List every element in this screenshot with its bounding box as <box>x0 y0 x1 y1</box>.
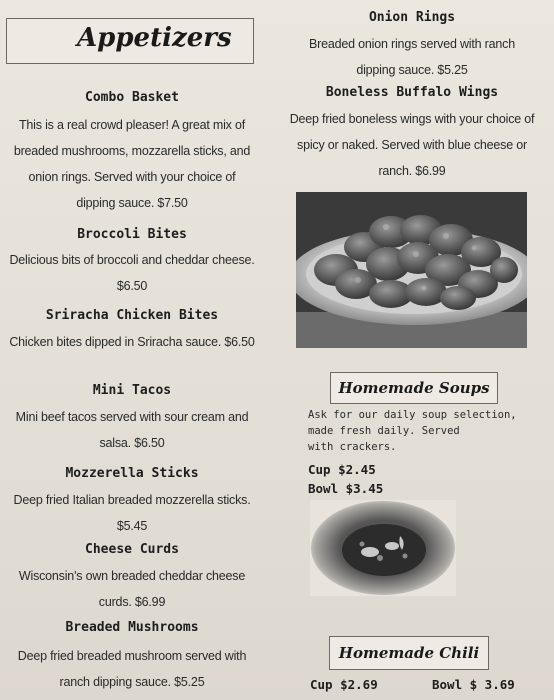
item-desc-broccoli-bites <box>4 247 260 299</box>
chili-cup-price: Cup $2.69 <box>310 677 378 692</box>
item-name-broccoli-bites: Broccoli Bites <box>77 227 187 242</box>
item-desc-breaded-mushrooms <box>4 643 260 695</box>
soup-bowl-photo <box>310 500 456 596</box>
chili-title: Homemade Chili <box>338 644 480 662</box>
item-name-mozzerella-sticks: Mozzerella Sticks <box>65 466 199 481</box>
desc-line: This is a real crowd pleaser! A great mix of <box>18 118 246 132</box>
item-desc-mozzerella-sticks <box>4 487 260 539</box>
desc-line: Mini beef tacos served with sour cream and <box>15 410 249 424</box>
desc-line: breaded mushrooms, mozzarella sticks, and <box>13 144 251 158</box>
item-name-onion-rings: Onion Rings <box>368 10 456 25</box>
chili-bowl-price: Bowl $ 3.69 <box>432 677 515 692</box>
desc-line: Breaded onion rings served with ranch <box>309 37 515 51</box>
desc-line: onion rings. Served with your choice of <box>28 170 236 184</box>
item-desc-cheese-curds <box>4 563 260 615</box>
wings-plate-image <box>296 192 527 348</box>
item-name-breaded-mushrooms: Breaded Mushrooms <box>65 620 199 635</box>
item-desc-sriracha-chicken-bites <box>4 329 260 355</box>
soups-desc <box>308 407 548 455</box>
desc-line: Wisconsin's own breaded cheddar cheese <box>18 569 246 583</box>
item-name-combo-basket: Combo Basket <box>85 90 179 105</box>
desc-line: ranch. $6.99 <box>378 164 446 178</box>
desc-line: Deep fried breaded mushroom served with <box>17 649 247 663</box>
item-desc-boneless-buffalo-wings <box>284 106 540 184</box>
item-name-boneless-buffalo-wings: Boneless Buffalo Wings <box>325 85 499 100</box>
soups-title-box <box>330 372 498 404</box>
chili-title-box <box>329 636 489 670</box>
soups-cup-price: Cup $2.45 <box>308 462 376 477</box>
appetizers-title-box <box>6 18 254 64</box>
item-desc-onion-rings <box>284 31 540 83</box>
desc-line: Deep fried boneless wings with your choice of <box>289 112 535 126</box>
desc-line: Deep fried Italian breaded mozzerella sticks. <box>13 493 251 507</box>
appetizers-title: Appetizers <box>77 23 232 53</box>
item-name-sriracha-chicken-bites: Sriracha Chicken Bites <box>45 308 219 323</box>
desc-line: salsa. $6.50 <box>99 436 165 450</box>
item-desc-combo-basket <box>4 112 260 216</box>
desc-line: curds. $6.99 <box>98 595 166 609</box>
desc-line: $6.50 <box>116 279 148 293</box>
desc-line: Delicious bits of broccoli and cheddar cheese. <box>9 253 255 267</box>
desc-line: with crackers. <box>308 441 397 453</box>
boneless-wings-photo <box>296 192 527 348</box>
soup-bowl-image <box>310 500 456 596</box>
desc-line: spicy or naked. Served with blue cheese or <box>297 138 527 152</box>
desc-line: dipping sauce. $5.25 <box>356 63 468 77</box>
item-name-cheese-curds: Cheese Curds <box>85 542 179 557</box>
desc-line: made fresh daily. Served <box>308 425 460 437</box>
desc-line: ranch dipping sauce. $5.25 <box>59 675 205 689</box>
soups-title: Homemade Soups <box>338 379 490 397</box>
item-name-mini-tacos: Mini Tacos <box>92 383 172 398</box>
item-desc-mini-tacos <box>4 404 260 456</box>
desc-line: dipping sauce. $7.50 <box>76 196 188 210</box>
desc-line: Ask for our daily soup selection, <box>308 409 517 421</box>
desc-line: Chicken bites dipped in Sriracha sauce. $6.50 <box>9 335 255 349</box>
desc-line: $5.45 <box>116 519 148 533</box>
soups-bowl-price: Bowl $3.45 <box>308 481 384 496</box>
